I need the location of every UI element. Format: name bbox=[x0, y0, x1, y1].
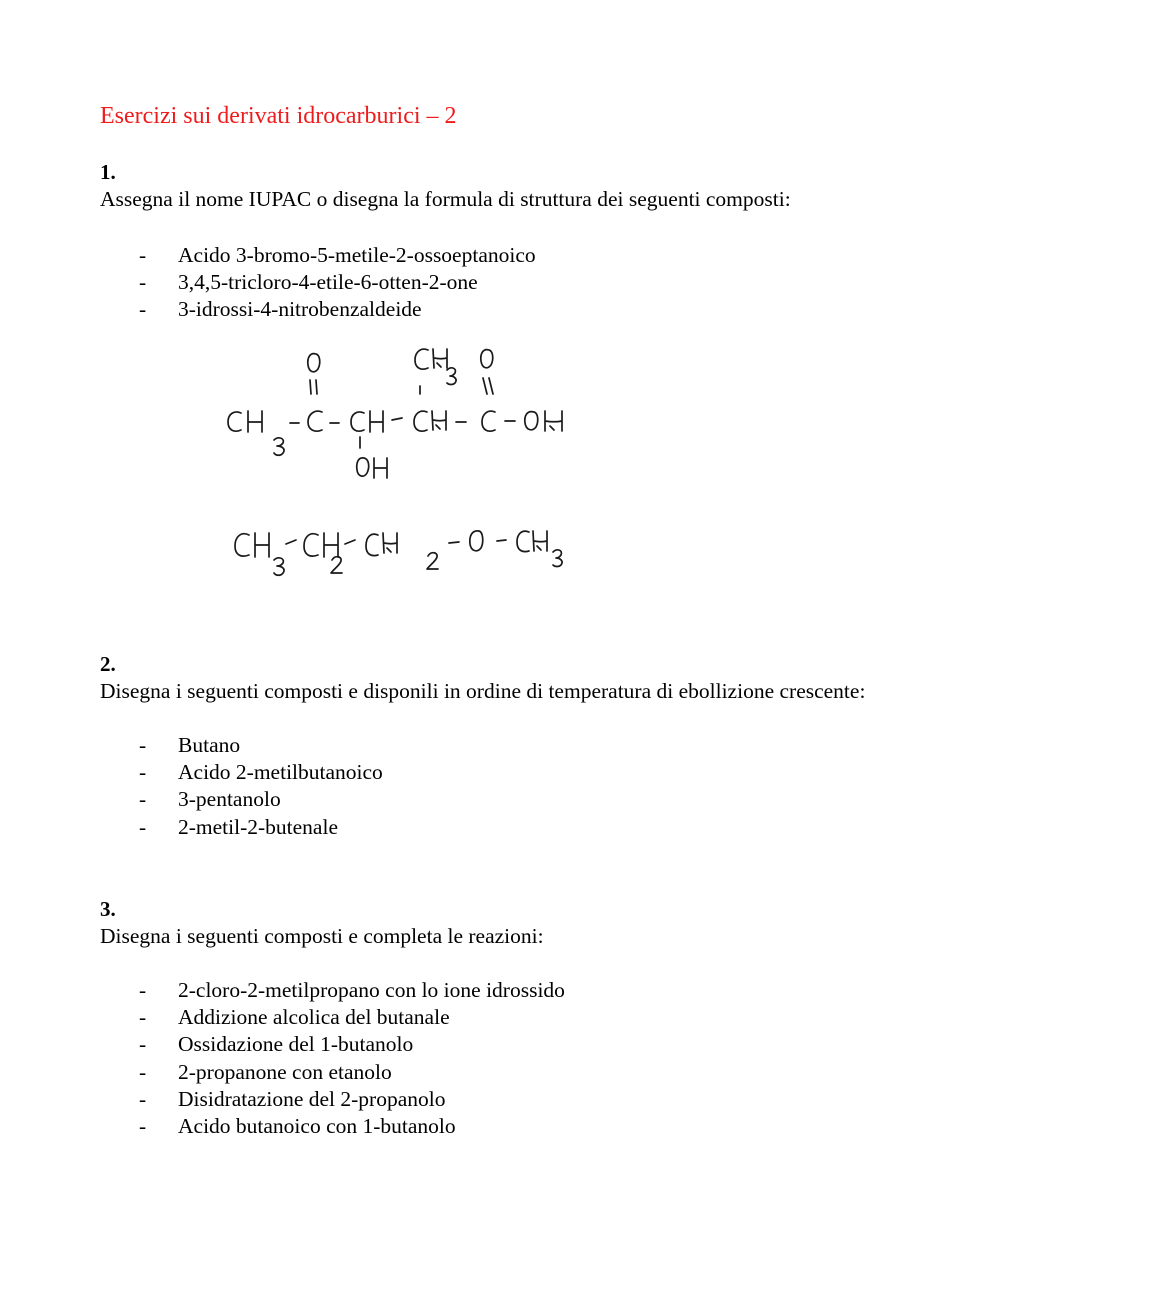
bullet-dash: - bbox=[139, 760, 147, 785]
bullet-dash: - bbox=[139, 1113, 147, 1138]
list-item-text: 3-idrossi-4-nitrobenzaldeide bbox=[178, 297, 422, 322]
list-item-text: 3-pentanolo bbox=[178, 787, 281, 812]
document-title: Esercizi sui derivati idrocarburici – 2 bbox=[100, 103, 457, 129]
bullet-dash: - bbox=[139, 978, 147, 1002]
handwritten-ether-structure-icon bbox=[235, 531, 562, 575]
list-item-text: Acido 2-metilbutanoico bbox=[178, 760, 383, 785]
bullet-dash: - bbox=[139, 270, 147, 295]
exercise-2-number: 2. bbox=[100, 652, 116, 676]
bullet-dash: - bbox=[139, 243, 147, 267]
list-item-text: 2-cloro-2-metilpropano con lo ione idrossido bbox=[178, 978, 565, 1002]
list-item-text: Ossidazione del 1-butanolo bbox=[178, 1032, 414, 1057]
list-item-text: Acido 3-bromo-5-metile-2-ossoeptanoico bbox=[178, 243, 536, 267]
list-item-text: 2-metil-2-butenale bbox=[178, 814, 338, 839]
exercise-3-prompt: Disegna i seguenti composti e completa le reazioni: bbox=[100, 924, 544, 948]
bullet-dash: - bbox=[139, 787, 147, 812]
handwritten-hydroxy-keto-acid-structure-icon bbox=[228, 349, 562, 478]
bullet-dash: - bbox=[139, 1059, 147, 1084]
list-item-text: 2-propanone con etanolo bbox=[178, 1059, 392, 1084]
list-item-text: Acido butanoico con 1-butanolo bbox=[178, 1113, 456, 1138]
exercise-2-prompt: Disegna i seguenti composti e disponili in ordine di temperatura di ebollizione crescente: bbox=[100, 679, 866, 703]
exercise-1-number: 1. bbox=[100, 160, 116, 184]
list-item-text: 3,4,5-tricloro-4-etile-6-otten-2-one bbox=[178, 270, 478, 295]
list-item-text: Butano bbox=[178, 733, 241, 757]
list-item-text: Addizione alcolica del butanale bbox=[178, 1005, 450, 1030]
bullet-dash: - bbox=[139, 297, 147, 322]
bullet-dash: - bbox=[139, 1005, 147, 1030]
bullet-dash: - bbox=[139, 1086, 147, 1111]
exercise-3-number: 3. bbox=[100, 897, 116, 921]
bullet-dash: - bbox=[139, 814, 147, 839]
exercise-1-prompt: Assegna il nome IUPAC o disegna la formula di struttura dei seguenti composti: bbox=[100, 187, 791, 211]
bullet-dash: - bbox=[139, 1032, 147, 1057]
bullet-dash: - bbox=[139, 733, 147, 757]
list-item-text: Disidratazione del 2-propanolo bbox=[178, 1086, 446, 1111]
